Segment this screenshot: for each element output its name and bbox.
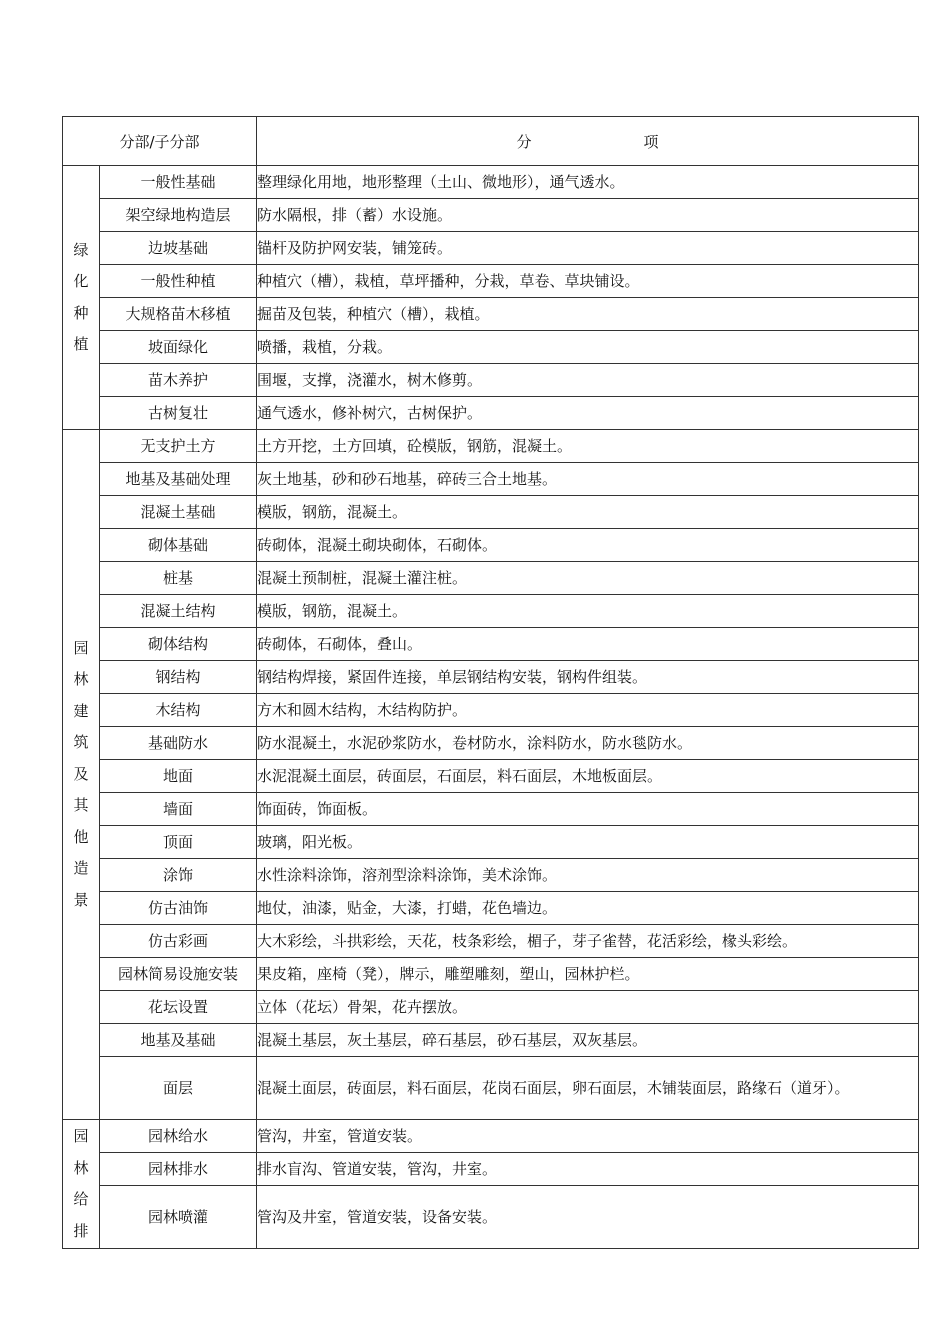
table-row (63, 397, 919, 430)
group-name-cell (63, 1120, 100, 1249)
subdivision-cell: 顶面 (100, 826, 257, 859)
division-table (62, 116, 919, 1249)
subdivision-cell: 砌体结构 (100, 628, 257, 661)
item-cell: 掘苗及包装，种植穴（槽），栽植。 (257, 298, 919, 331)
subdivision-cell: 木结构 (100, 694, 257, 727)
table-row (63, 1120, 919, 1153)
table-row (63, 199, 919, 232)
group-name-char: 其 (73, 796, 89, 815)
table-row (63, 1186, 919, 1249)
table-row (63, 562, 919, 595)
item-cell: 混凝土基层，灰土基层，碎石基层，砂石基层，双灰基层。 (257, 1024, 919, 1057)
subdivision-cell: 坡面绿化 (100, 331, 257, 364)
group-name-char: 植 (73, 335, 89, 353)
table-row (63, 694, 919, 727)
header-row (63, 117, 919, 166)
table-row (63, 1153, 919, 1186)
group-name-char: 排 (73, 1221, 89, 1240)
table-row (63, 760, 919, 793)
item-cell: 模版，钢筋，混凝土。 (257, 595, 919, 628)
item-cell: 立体（花坛）骨架，花卉摆放。 (257, 991, 919, 1024)
group-name-char: 园 (73, 638, 89, 657)
item-cell: 方木和圆木结构，木结构防护。 (257, 694, 919, 727)
table-row (63, 727, 919, 760)
item-cell: 混凝土面层，砖面层，料石面层，花岗石面层，卵石面层，木铺装面层，路缘石（道牙）。 (257, 1057, 919, 1120)
header-item-part1: 分 (516, 132, 532, 151)
item-cell: 果皮箱，座椅（凳），牌示，雕塑雕刻，塑山，园林护栏。 (257, 958, 919, 991)
table-row (63, 232, 919, 265)
item-cell: 水性涂料涂饰，溶剂型涂料涂饰，美术涂饰。 (257, 859, 919, 892)
item-cell: 锚杆及防护网安装，铺笼砖。 (257, 232, 919, 265)
subdivision-cell: 园林喷灌 (100, 1186, 257, 1249)
group-name-char: 及 (73, 764, 89, 783)
table-row (63, 166, 919, 199)
item-cell: 混凝土预制桩，混凝土灌注桩。 (257, 562, 919, 595)
table-row (63, 331, 919, 364)
table-row (63, 463, 919, 496)
table-row (63, 991, 919, 1024)
header-division: 分部/子分部 (63, 117, 257, 166)
item-cell: 饰面砖，饰面板。 (257, 793, 919, 826)
item-cell: 防水隔根，排（蓄）水设施。 (257, 199, 919, 232)
table-row (63, 529, 919, 562)
header-item-part2: 项 (643, 132, 659, 151)
group-name-char: 园 (73, 1127, 89, 1145)
subdivision-cell: 园林简易设施安装 (100, 958, 257, 991)
item-cell: 大木彩绘，斗拱彩绘，天花，枝条彩绘，楣子，芽子雀替，花活彩绘，椽头彩绘。 (257, 925, 919, 958)
subdivision-cell: 混凝土结构 (100, 595, 257, 628)
item-cell: 灰土地基，砂和砂石地基，碎砖三合土地基。 (257, 463, 919, 496)
group-name-cell (63, 166, 100, 430)
subdivision-cell: 地面 (100, 760, 257, 793)
item-cell: 玻璃，阳光板。 (257, 826, 919, 859)
subdivision-cell: 一般性种植 (100, 265, 257, 298)
table-row (63, 628, 919, 661)
table-row (63, 496, 919, 529)
group-name-char: 林 (73, 1158, 89, 1177)
item-cell: 土方开挖，土方回填，砼模版，钢筋，混凝土。 (257, 430, 919, 463)
table-body (63, 166, 919, 1249)
item-cell: 通气透水，修补树穴，古树保护。 (257, 397, 919, 430)
subdivision-cell: 钢结构 (100, 661, 257, 694)
subdivision-cell: 边坡基础 (100, 232, 257, 265)
item-cell: 砖砌体，石砌体，叠山。 (257, 628, 919, 661)
group-name-char: 给 (73, 1190, 89, 1208)
subdivision-cell: 墙面 (100, 793, 257, 826)
subdivision-cell: 面层 (100, 1057, 257, 1120)
header-item (257, 117, 919, 166)
group-name-char: 种 (73, 303, 89, 322)
item-cell: 排水盲沟、管道安装，管沟，井室。 (257, 1153, 919, 1186)
subdivision-cell: 仿古彩画 (100, 925, 257, 958)
subdivision-cell: 地基及基础处理 (100, 463, 257, 496)
subdivision-cell: 古树复壮 (100, 397, 257, 430)
item-cell: 整理绿化用地，地形整理（土山、微地形），通气透水。 (257, 166, 919, 199)
subdivision-cell: 仿古油饰 (100, 892, 257, 925)
table-row (63, 1024, 919, 1057)
item-cell: 砖砌体，混凝土砌块砌体，石砌体。 (257, 529, 919, 562)
item-cell: 水泥混凝土面层，砖面层，石面层，料石面层，木地板面层。 (257, 760, 919, 793)
table-row (63, 859, 919, 892)
subdivision-cell: 混凝土基础 (100, 496, 257, 529)
table-row (63, 595, 919, 628)
group-name-char: 造 (73, 859, 89, 878)
subdivision-cell: 架空绿地构造层 (100, 199, 257, 232)
table-row (63, 826, 919, 859)
table-row (63, 265, 919, 298)
subdivision-cell: 一般性基础 (100, 166, 257, 199)
group-name-cell (63, 430, 100, 1120)
group-name-char: 建 (73, 701, 89, 720)
table-row (63, 892, 919, 925)
subdivision-cell: 苗木养护 (100, 364, 257, 397)
subdivision-cell: 无支护土方 (100, 430, 257, 463)
group-name-char: 筑 (73, 733, 89, 752)
item-cell: 种植穴（槽），栽植，草坪播种，分栽，草卷、草块铺设。 (257, 265, 919, 298)
table-row (63, 1057, 919, 1120)
subdivision-cell: 砌体基础 (100, 529, 257, 562)
table-row (63, 793, 919, 826)
item-cell: 管沟，井室，管道安装。 (257, 1120, 919, 1153)
item-cell: 模版，钢筋，混凝土。 (257, 496, 919, 529)
subdivision-cell: 地基及基础 (100, 1024, 257, 1057)
subdivision-cell: 大规格苗木移植 (100, 298, 257, 331)
group-name-char: 林 (73, 670, 89, 689)
subdivision-cell: 涂饰 (100, 859, 257, 892)
table-row (63, 298, 919, 331)
table-row (63, 364, 919, 397)
group-name-char: 他 (73, 827, 89, 846)
group-name-char: 景 (73, 890, 89, 909)
table-row (63, 661, 919, 694)
group-name-char: 绿 (73, 240, 89, 259)
group-name-char: 化 (73, 272, 89, 290)
item-cell: 围堰，支撑，浇灌水，树木修剪。 (257, 364, 919, 397)
table-row (63, 925, 919, 958)
subdivision-cell: 基础防水 (100, 727, 257, 760)
subdivision-cell: 桩基 (100, 562, 257, 595)
item-cell: 防水混凝土，水泥砂浆防水，卷材防水，涂料防水，防水毯防水。 (257, 727, 919, 760)
table-row (63, 430, 919, 463)
subdivision-cell: 园林给水 (100, 1120, 257, 1153)
table-row (63, 958, 919, 991)
subdivision-cell: 花坛设置 (100, 991, 257, 1024)
item-cell: 喷播，栽植，分栽。 (257, 331, 919, 364)
item-cell: 管沟及井室，管道安装，设备安装。 (257, 1186, 919, 1249)
subdivision-cell: 园林排水 (100, 1153, 257, 1186)
item-cell: 钢结构焊接，紧固件连接，单层钢结构安装，钢构件组装。 (257, 661, 919, 694)
item-cell: 地仗，油漆，贴金，大漆，打蜡，花色墙边。 (257, 892, 919, 925)
